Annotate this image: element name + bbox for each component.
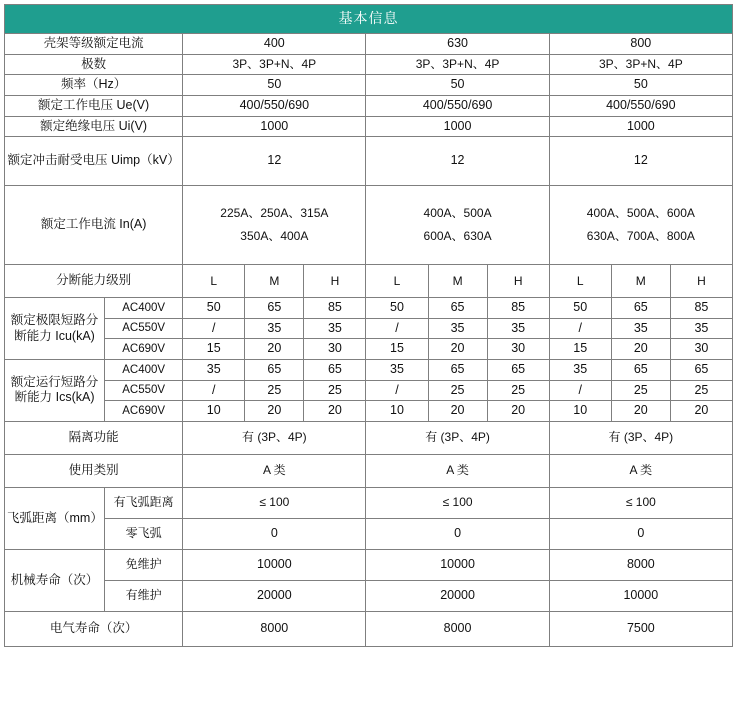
header-level-H-400: H <box>304 265 366 298</box>
cell-elec-life-630: 8000 <box>366 611 549 646</box>
cell-arc-with-400: ≤ 100 <box>183 487 366 518</box>
cell-mech-life-maint-630: 20000 <box>366 580 549 611</box>
cell-icu-ac690v-630-L: 15 <box>366 339 428 360</box>
cell-ics-ac400v-800-L: 35 <box>549 360 611 381</box>
cell-ics-ac550v-630-H: 25 <box>487 380 549 401</box>
table-row <box>5 54 733 75</box>
header-level-H-630: H <box>487 265 549 298</box>
specification-table <box>4 4 733 647</box>
cell-frequency-630: 50 <box>366 75 549 96</box>
table-row <box>5 487 733 518</box>
header-level-M-630: M <box>428 265 487 298</box>
header-level-M-800: M <box>611 265 670 298</box>
cell-ue-400: 400/550/690 <box>183 95 366 116</box>
row-label-usage: 使用类别 <box>5 454 183 487</box>
cell-ics-ac690v-630-H: 20 <box>487 401 549 422</box>
cell-frequency-400: 50 <box>183 75 366 96</box>
cell-mech-life-free-800: 8000 <box>549 549 732 580</box>
row-label-ui: 额定绝缘电压 Ui(V) <box>5 116 183 137</box>
cell-arc-zero-630: 0 <box>366 518 549 549</box>
cell-icu-ac400v-630-H: 85 <box>487 298 549 319</box>
cell-icu-ac550v-630-M: 35 <box>428 318 487 339</box>
row-label-poles: 极数 <box>5 54 183 75</box>
header-level-M-400: M <box>245 265 304 298</box>
cell-ics-ac400v-630-H: 65 <box>487 360 549 381</box>
table-row <box>5 298 733 319</box>
row-label-ics: 额定运行短路分断能力 Ics(kA) <box>5 360 105 422</box>
cell-frame-rating-630: 630 <box>366 34 549 55</box>
cell-icu-ac550v-800-L: / <box>549 318 611 339</box>
cell-ics-ac690v-800-L: 10 <box>549 401 611 422</box>
row-sublabel-maintenance-free: 免维护 <box>105 549 183 580</box>
cell-icu-ac400v-630-L: 50 <box>366 298 428 319</box>
row-sublabel-icu-ac400v: AC400V <box>105 298 183 319</box>
row-label-in: 额定工作电流 In(A) <box>5 186 183 265</box>
row-label-electrical-life: 电气寿命（次） <box>5 611 183 646</box>
cell-ics-ac400v-400-M: 65 <box>245 360 304 381</box>
cell-poles-400: 3P、3P+N、4P <box>183 54 366 75</box>
table-row <box>5 454 733 487</box>
cell-icu-ac550v-400-L: / <box>183 318 245 339</box>
cell-mech-life-free-630: 10000 <box>366 549 549 580</box>
cell-mech-life-maint-800: 10000 <box>549 580 732 611</box>
cell-in-800-line1: 400A、500A、600A <box>586 206 695 221</box>
cell-ics-ac550v-400-H: 25 <box>304 380 366 401</box>
row-label-mechanical-life: 机械寿命（次） <box>5 549 105 611</box>
page-title: 基本信息 <box>5 5 733 34</box>
cell-icu-ac690v-400-L: 15 <box>183 339 245 360</box>
cell-poles-630: 3P、3P+N、4P <box>366 54 549 75</box>
table-row <box>5 421 733 454</box>
row-sublabel-arc-with: 有飞弧距离 <box>105 487 183 518</box>
cell-icu-ac690v-800-H: 30 <box>670 339 732 360</box>
row-sublabel-ics-ac400v: AC400V <box>105 360 183 381</box>
cell-elec-life-800: 7500 <box>549 611 732 646</box>
table-row <box>5 518 733 549</box>
cell-ui-630: 1000 <box>366 116 549 137</box>
cell-uimp-400: 12 <box>183 137 366 186</box>
table-row <box>5 186 733 265</box>
cell-arc-with-630: ≤ 100 <box>366 487 549 518</box>
row-label-breaking-level: 分断能力级别 <box>5 265 183 298</box>
cell-in-800 <box>549 186 732 265</box>
cell-icu-ac400v-800-M: 65 <box>611 298 670 319</box>
cell-ics-ac690v-630-M: 20 <box>428 401 487 422</box>
cell-ics-ac550v-400-L: / <box>183 380 245 401</box>
cell-mech-life-maint-400: 20000 <box>183 580 366 611</box>
cell-elec-life-400: 8000 <box>183 611 366 646</box>
cell-usage-400: A 类 <box>183 454 366 487</box>
cell-ics-ac400v-800-M: 65 <box>611 360 670 381</box>
table-row <box>5 265 733 298</box>
cell-frame-rating-800: 800 <box>549 34 732 55</box>
row-label-ue: 额定工作电压 Ue(V) <box>5 95 183 116</box>
cell-ics-ac550v-400-M: 25 <box>245 380 304 401</box>
cell-in-630 <box>366 186 549 265</box>
cell-icu-ac690v-800-M: 20 <box>611 339 670 360</box>
cell-ics-ac400v-630-M: 65 <box>428 360 487 381</box>
cell-ics-ac400v-400-L: 35 <box>183 360 245 381</box>
cell-ics-ac550v-630-L: / <box>366 380 428 401</box>
header-level-L-400: L <box>183 265 245 298</box>
cell-icu-ac400v-800-L: 50 <box>549 298 611 319</box>
cell-arc-zero-400: 0 <box>183 518 366 549</box>
cell-frequency-800: 50 <box>549 75 732 96</box>
cell-in-400-line2: 350A、400A <box>240 229 309 244</box>
cell-icu-ac400v-400-H: 85 <box>304 298 366 319</box>
cell-ue-630: 400/550/690 <box>366 95 549 116</box>
cell-ui-400: 1000 <box>183 116 366 137</box>
table-row <box>5 95 733 116</box>
cell-mech-life-free-400: 10000 <box>183 549 366 580</box>
cell-in-630-line1: 400A、500A <box>423 206 492 221</box>
row-label-arc-distance: 飞弧距离（mm） <box>5 487 105 549</box>
row-sublabel-ics-ac690v: AC690V <box>105 401 183 422</box>
cell-in-630-line2: 600A、630A <box>423 229 492 244</box>
row-label-frame-rating: 壳架等级额定电流 <box>5 34 183 55</box>
cell-isolation-800: 有 (3P、4P) <box>549 421 732 454</box>
cell-uimp-800: 12 <box>549 137 732 186</box>
table-row <box>5 380 733 401</box>
cell-icu-ac690v-400-M: 20 <box>245 339 304 360</box>
cell-icu-ac550v-400-H: 35 <box>304 318 366 339</box>
row-label-icu: 额定极限短路分断能力 Icu(kA) <box>5 298 105 360</box>
cell-isolation-400: 有 (3P、4P) <box>183 421 366 454</box>
cell-in-400 <box>183 186 366 265</box>
table-row <box>5 549 733 580</box>
cell-in-800-line2: 630A、700A、800A <box>586 229 695 244</box>
header-level-L-800: L <box>549 265 611 298</box>
cell-icu-ac400v-800-H: 85 <box>670 298 732 319</box>
cell-ics-ac550v-800-H: 25 <box>670 380 732 401</box>
cell-icu-ac690v-400-H: 30 <box>304 339 366 360</box>
cell-isolation-630: 有 (3P、4P) <box>366 421 549 454</box>
cell-ics-ac690v-400-H: 20 <box>304 401 366 422</box>
cell-icu-ac400v-400-M: 65 <box>245 298 304 319</box>
table-row <box>5 401 733 422</box>
table-row <box>5 137 733 186</box>
table-row <box>5 580 733 611</box>
cell-icu-ac550v-630-L: / <box>366 318 428 339</box>
table-row <box>5 318 733 339</box>
row-sublabel-icu-ac550v: AC550V <box>105 318 183 339</box>
row-sublabel-icu-ac690v: AC690V <box>105 339 183 360</box>
header-level-H-800: H <box>670 265 732 298</box>
cell-ics-ac550v-630-M: 25 <box>428 380 487 401</box>
cell-ics-ac690v-800-H: 20 <box>670 401 732 422</box>
cell-icu-ac550v-800-H: 35 <box>670 318 732 339</box>
cell-ue-800: 400/550/690 <box>549 95 732 116</box>
cell-arc-zero-800: 0 <box>549 518 732 549</box>
cell-usage-630: A 类 <box>366 454 549 487</box>
cell-ics-ac400v-800-H: 65 <box>670 360 732 381</box>
table-row <box>5 611 733 646</box>
cell-usage-800: A 类 <box>549 454 732 487</box>
cell-in-400-line1: 225A、250A、315A <box>220 206 329 221</box>
table-row <box>5 116 733 137</box>
cell-arc-with-800: ≤ 100 <box>549 487 732 518</box>
cell-ics-ac690v-800-M: 20 <box>611 401 670 422</box>
cell-icu-ac690v-800-L: 15 <box>549 339 611 360</box>
cell-ics-ac400v-630-L: 35 <box>366 360 428 381</box>
cell-ics-ac690v-400-M: 20 <box>245 401 304 422</box>
table-title-row <box>5 5 733 34</box>
cell-icu-ac550v-800-M: 35 <box>611 318 670 339</box>
table-row <box>5 339 733 360</box>
table-row <box>5 75 733 96</box>
cell-frame-rating-400: 400 <box>183 34 366 55</box>
cell-icu-ac690v-630-H: 30 <box>487 339 549 360</box>
cell-icu-ac690v-630-M: 20 <box>428 339 487 360</box>
table-row <box>5 34 733 55</box>
cell-icu-ac550v-400-M: 35 <box>245 318 304 339</box>
cell-ics-ac550v-800-L: / <box>549 380 611 401</box>
row-sublabel-arc-zero: 零飞弧 <box>105 518 183 549</box>
cell-icu-ac550v-630-H: 35 <box>487 318 549 339</box>
cell-icu-ac400v-400-L: 50 <box>183 298 245 319</box>
cell-ics-ac690v-400-L: 10 <box>183 401 245 422</box>
table-row <box>5 360 733 381</box>
cell-uimp-630: 12 <box>366 137 549 186</box>
row-label-frequency: 频率（Hz） <box>5 75 183 96</box>
header-level-L-630: L <box>366 265 428 298</box>
cell-ui-800: 1000 <box>549 116 732 137</box>
row-label-uimp: 额定冲击耐受电压 Uimp（kV） <box>5 137 183 186</box>
cell-ics-ac550v-800-M: 25 <box>611 380 670 401</box>
cell-poles-800: 3P、3P+N、4P <box>549 54 732 75</box>
row-label-isolation: 隔离功能 <box>5 421 183 454</box>
row-sublabel-ics-ac550v: AC550V <box>105 380 183 401</box>
cell-ics-ac400v-400-H: 65 <box>304 360 366 381</box>
row-sublabel-with-maintenance: 有维护 <box>105 580 183 611</box>
cell-ics-ac690v-630-L: 10 <box>366 401 428 422</box>
cell-icu-ac400v-630-M: 65 <box>428 298 487 319</box>
